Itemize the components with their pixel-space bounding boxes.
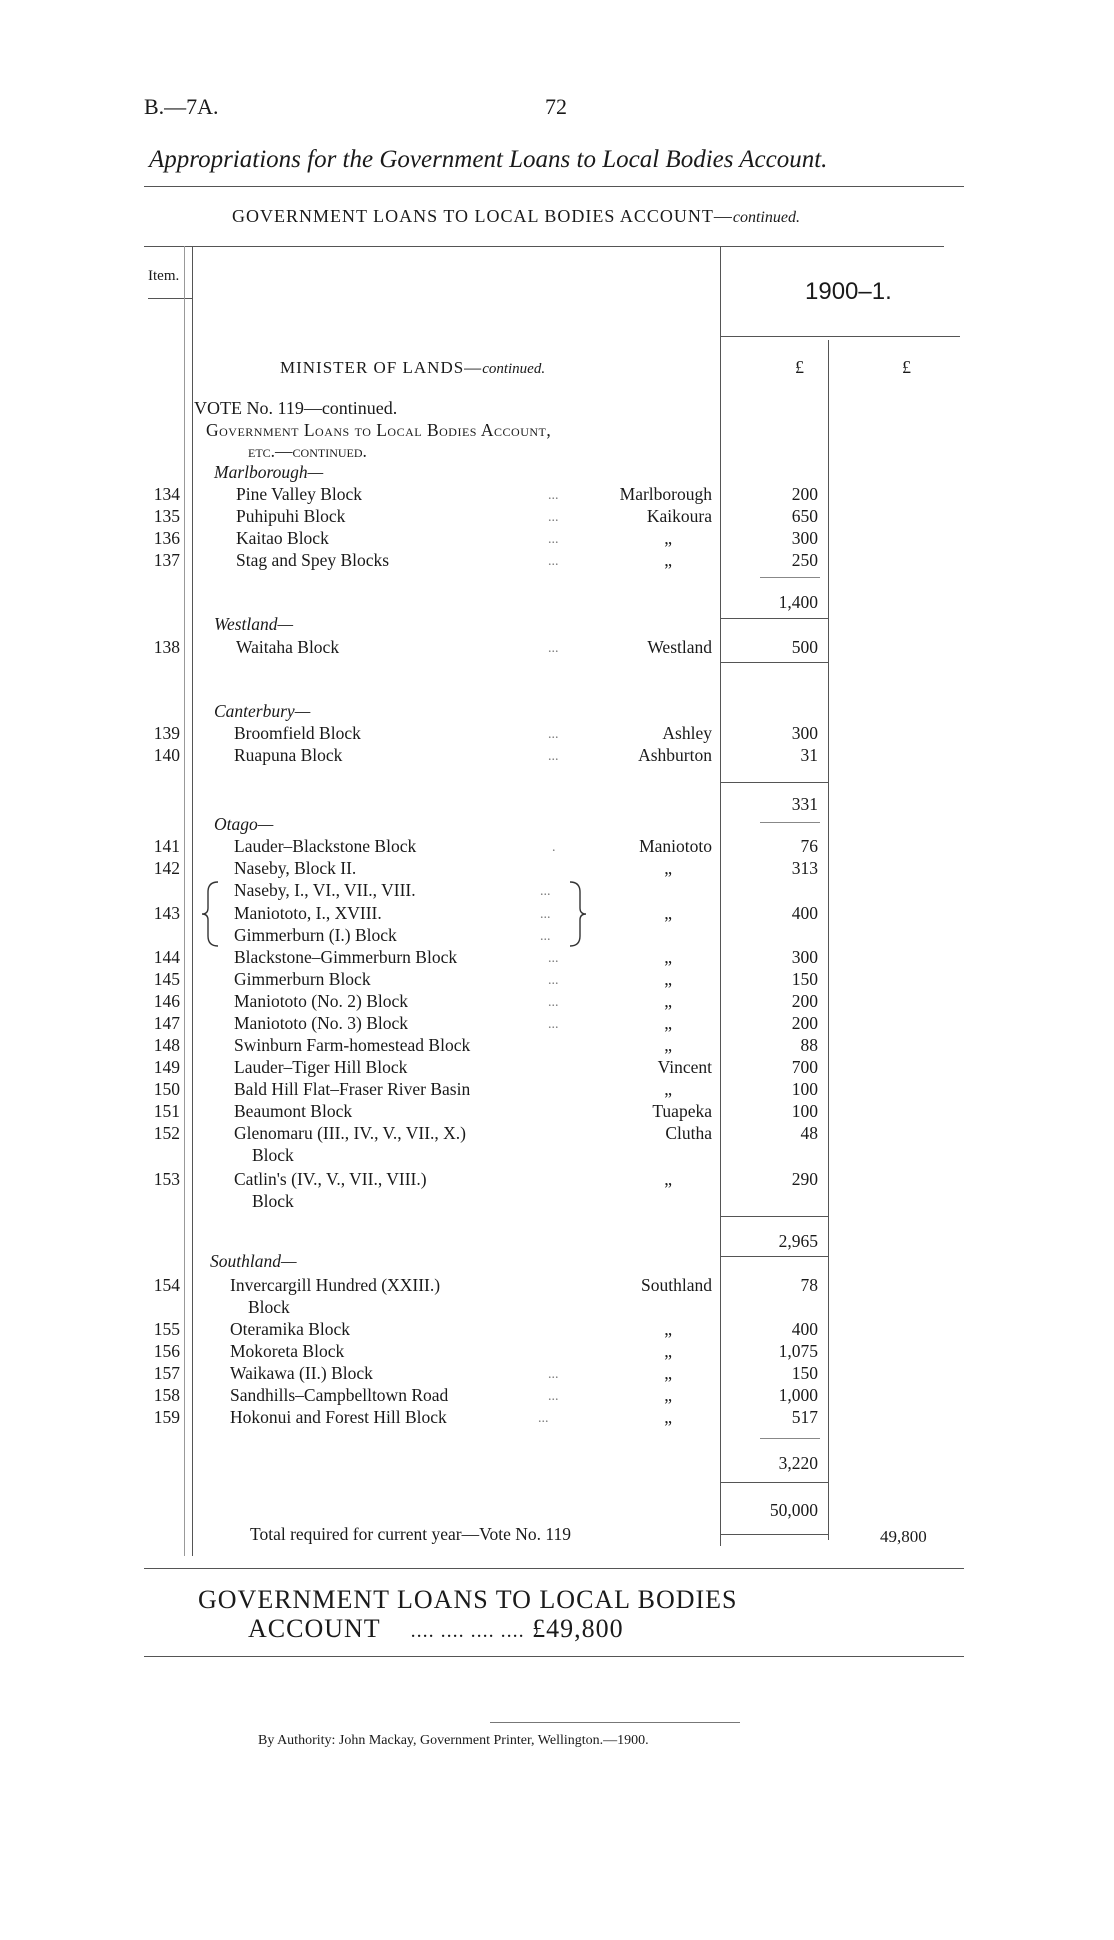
block-word: Block — [252, 1191, 294, 1211]
block-name: Pine Valley Block — [236, 484, 363, 504]
subtotal-marlborough: 1,400 — [778, 592, 818, 612]
region-marlborough: Marlborough— — [214, 462, 324, 482]
item-number: 134 — [153, 484, 180, 504]
left-brace — [200, 880, 224, 948]
minister-heading: MINISTER OF LANDS—continued. — [280, 358, 546, 377]
summary-account: ACCOUNT .... .... .... .... £49,800 — [248, 1614, 624, 1643]
currency-header-2: £ — [902, 357, 911, 377]
amount: 200 — [791, 484, 818, 504]
group-line: Naseby, I., VI., VII., VIII. — [234, 880, 416, 900]
currency-header-1: £ — [795, 357, 804, 377]
group-line: Gimmerburn (I.) Block — [234, 925, 397, 945]
summary-heading: GOVERNMENT LOANS TO LOCAL BODIES — [198, 1585, 738, 1614]
vote-heading: VOTE No. 119—continued. — [194, 398, 398, 418]
item-column-header: Item. — [148, 268, 180, 284]
page-number: 72 — [545, 94, 567, 119]
page-title: Appropriations for the Government Loans to Local Bodies Account. — [149, 146, 828, 173]
block-word: Block — [252, 1145, 294, 1165]
subtotal-canterbury: 331 — [791, 794, 818, 814]
right-brace — [566, 880, 590, 948]
region-otago: Otago— — [214, 814, 274, 834]
year-column-header: 1900–1. — [805, 278, 892, 305]
account-heading: GOVERNMENT LOANS TO LOCAL BODIES ACCOUNT—continued. — [232, 206, 800, 226]
district: Marlborough — [619, 484, 712, 504]
vote-subtotal: 50,000 — [769, 1500, 818, 1520]
region-southland: Southland— — [210, 1251, 297, 1271]
region-westland: Westland— — [214, 614, 294, 634]
total-required-amount: 49,800 — [880, 1527, 927, 1546]
region-canterbury: Canterbury— — [214, 701, 311, 721]
block-word: Block — [248, 1297, 290, 1317]
subtotal-otago: 2,965 — [778, 1231, 818, 1251]
printer-footer: By Authority: John Mackay, Government Printer, Wellington.—1900. — [258, 1733, 649, 1748]
subtotal-southland: 3,220 — [778, 1453, 818, 1473]
vote-subheading: Government Loans to Local Bodies Account, — [206, 420, 552, 440]
page-reference: B.—7A. — [144, 94, 219, 119]
total-required-label: Total required for current year—Vote No. 119 — [250, 1524, 571, 1544]
vote-subheading-cont: etc.—continued. — [248, 441, 367, 461]
